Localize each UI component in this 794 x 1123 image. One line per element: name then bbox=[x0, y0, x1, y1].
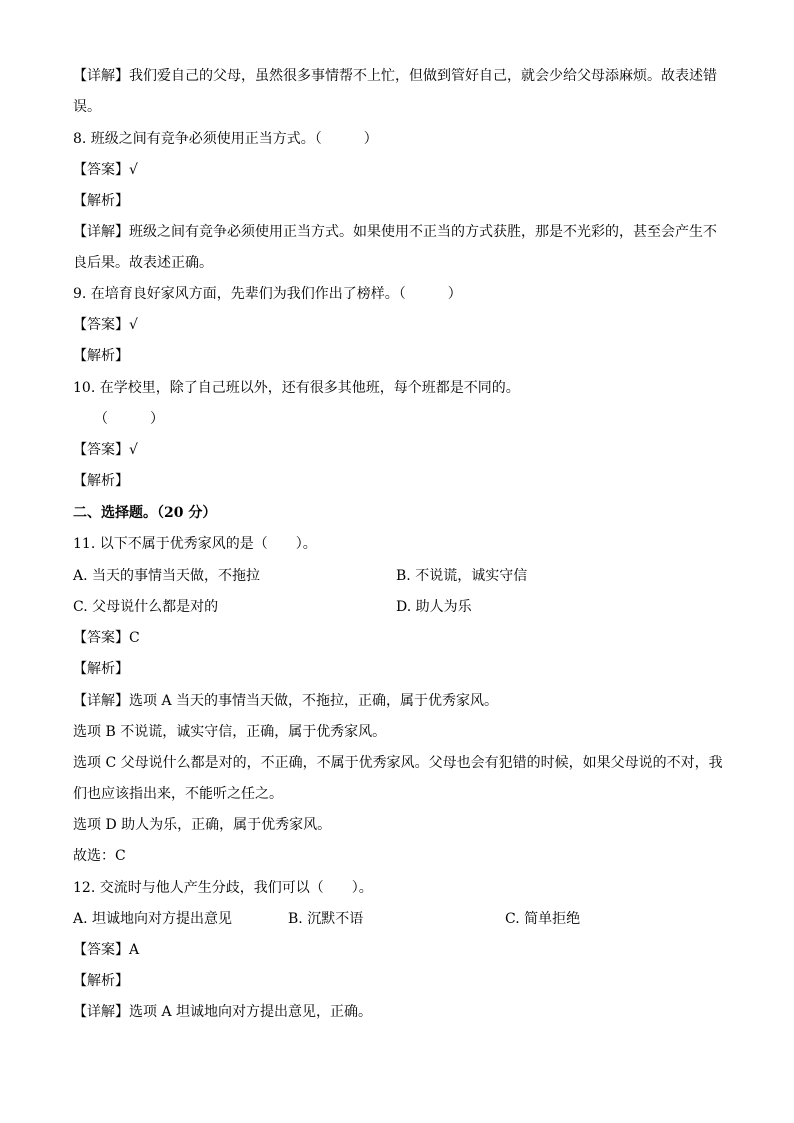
analysis-label: 【解析】 bbox=[73, 973, 129, 989]
answer-label: 【答案】√ bbox=[73, 162, 138, 178]
choice-result: 故选：C bbox=[73, 848, 126, 864]
explanation-text: 选项 C 父母说什么都是对的，不正确，不属于优秀家风。父母也会有犯错的时候，如果父母说的不对，我 bbox=[73, 755, 723, 771]
explanation-text: 【详解】我们爱自己的父母，虽然很多事情帮不上忙，但做到管好自己，就会少给父母添麻烦。故表述错 bbox=[73, 68, 717, 84]
question-11: 11. 以下不属于优秀家风的是（ ）。 bbox=[73, 536, 317, 552]
option-a: A. 坦诚地向对方提出意见 bbox=[73, 911, 233, 927]
explanation-text: 良后果。故表述正确。 bbox=[73, 255, 213, 271]
analysis-label: 【解析】 bbox=[73, 473, 129, 489]
answer-label: 【答案】A bbox=[73, 942, 140, 958]
question-10: 10. 在学校里，除了自己班以外，还有很多其他班，每个班都是不同的。 bbox=[73, 380, 520, 396]
option-c: C. 简单拒绝 bbox=[505, 911, 581, 927]
option-c: C. 父母说什么都是对的 bbox=[73, 599, 219, 615]
answer-label: 【答案】√ bbox=[73, 442, 138, 458]
explanation-text: 们也应该指出来，不能听之任之。 bbox=[73, 786, 283, 802]
explanation-text: 误。 bbox=[73, 99, 101, 115]
question-9: 9. 在培育良好家风方面，先辈们为我们作出了榜样。（ ） bbox=[73, 286, 462, 302]
explanation-text: 选项 D 助人为乐，正确，属于优秀家风。 bbox=[73, 817, 332, 833]
question-10-bracket: （ ） bbox=[73, 411, 164, 427]
answer-label: 【答案】√ bbox=[73, 317, 138, 333]
explanation-text: 【详解】选项 A 坦诚地向对方提出意见，正确。 bbox=[73, 1004, 373, 1020]
option-b: B. 不说谎，诚实守信 bbox=[396, 568, 528, 584]
option-a: A. 当天的事情当天做，不拖拉 bbox=[73, 568, 261, 584]
analysis-label: 【解析】 bbox=[73, 348, 129, 364]
analysis-label: 【解析】 bbox=[73, 193, 129, 209]
explanation-text: 【详解】选项 A 当天的事情当天做，不拖拉，正确，属于优秀家风。 bbox=[73, 693, 499, 709]
question-12: 12. 交流时与他人产生分歧，我们可以（ ）。 bbox=[73, 880, 373, 896]
option-d: D. 助人为乐 bbox=[396, 599, 472, 615]
option-b: B. 沉默不语 bbox=[288, 911, 364, 927]
question-8: 8. 班级之间有竞争必须使用正当方式。（ ） bbox=[73, 131, 378, 147]
analysis-label: 【解析】 bbox=[73, 661, 129, 677]
section-heading: 二、选择题。（20 分） bbox=[73, 505, 217, 521]
explanation-text: 【详解】班级之间有竞争必须使用正当方式。如果使用不正当的方式获胜，那是不光彩的，甚至会产生不 bbox=[73, 224, 717, 240]
answer-label: 【答案】C bbox=[73, 630, 140, 646]
explanation-text: 选项 B 不说谎，诚实守信，正确，属于优秀家风。 bbox=[73, 724, 387, 740]
